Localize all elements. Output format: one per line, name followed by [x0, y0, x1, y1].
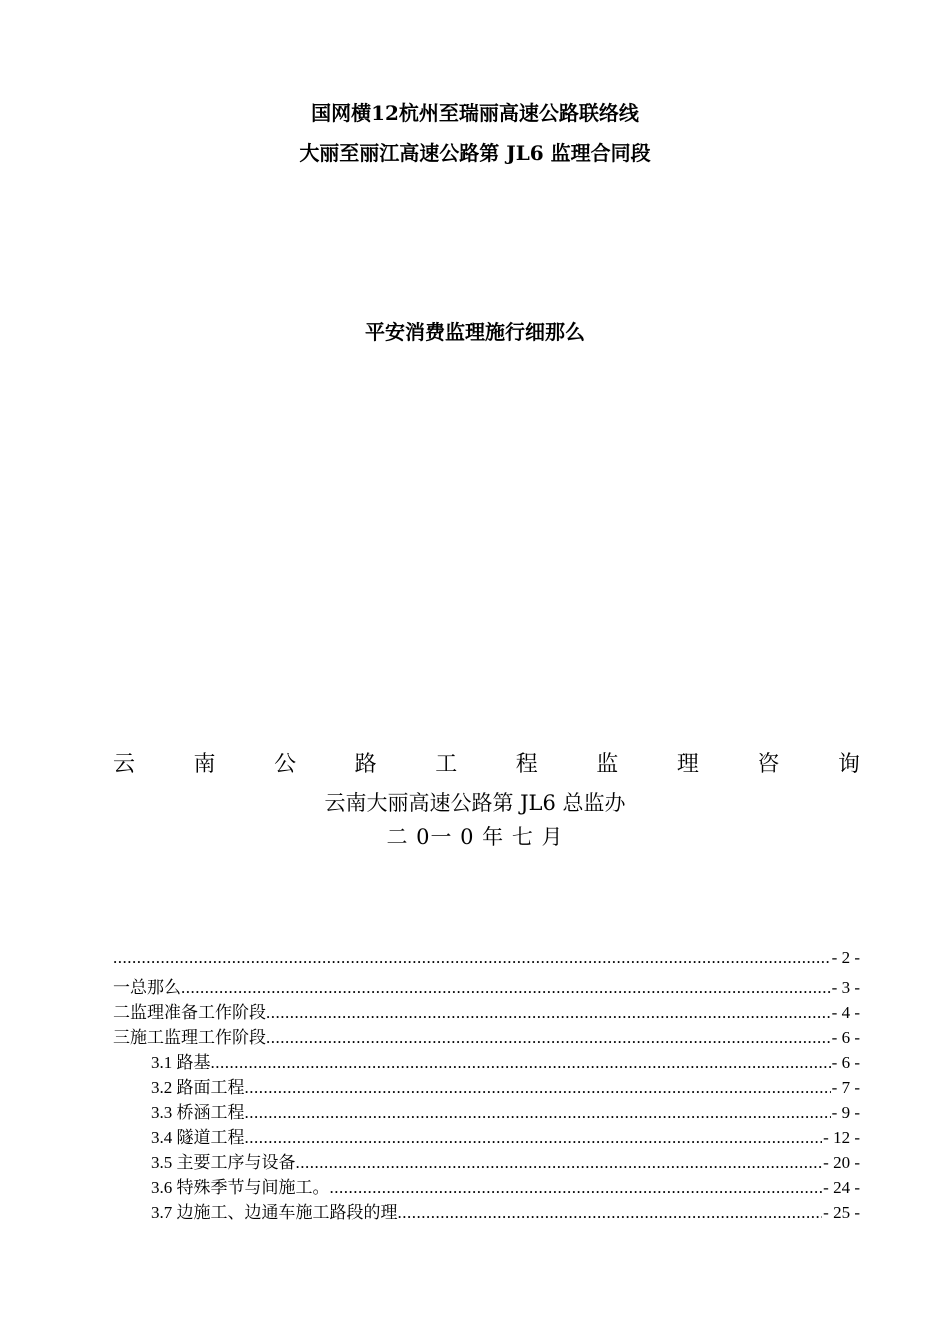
toc-entry[interactable]: [113, 973, 860, 998]
toc-entry-label: 3.2 路面工程: [151, 1078, 245, 1097]
toc-dot-leader: [296, 1153, 823, 1173]
toc-entry-label: 3.3 桥涵工程: [151, 1103, 245, 1122]
project-title-line-1: 国网横12杭州至瑞丽高速公路联络线: [311, 101, 639, 125]
toc-entry-page-number: - 4 -: [831, 1003, 860, 1022]
toc-entry-label: 二监理准备工作阶段: [113, 1003, 266, 1022]
toc-entry-page-number: - 12 -: [823, 1128, 860, 1147]
toc-entry-label: 3.6 特殊季节与间施工。: [151, 1178, 330, 1197]
organization-name-char: 路: [354, 752, 377, 777]
toc-entry-page-number: - 25 -: [823, 1203, 860, 1222]
toc-entry[interactable]: [113, 1148, 860, 1173]
document-title: 平安消费监理施行细那么: [365, 320, 585, 344]
organization-name-char: 程: [515, 752, 538, 777]
supervision-office: 云南大丽高速公路第 JL6 总监办: [324, 791, 626, 815]
toc-entry[interactable]: [113, 1073, 860, 1098]
toc-dot-leader: [113, 948, 831, 968]
toc-entry[interactable]: [113, 998, 860, 1023]
toc-entry-page-number: - 20 -: [823, 1153, 860, 1172]
toc-entry-page-number: - 6 -: [831, 1053, 860, 1072]
organization-name-char: 公: [274, 752, 297, 777]
toc-entry[interactable]: [113, 1048, 860, 1073]
toc-entry-page-number: - 2 -: [831, 948, 860, 967]
organization-name-char: 南: [193, 752, 216, 777]
toc-dot-leader: [181, 978, 831, 998]
toc-entry-page-number: - 3 -: [831, 978, 860, 997]
toc-entry[interactable]: [113, 1098, 860, 1123]
organization-name-char: 监: [596, 752, 619, 777]
toc-entry[interactable]: [113, 948, 860, 973]
toc-entry-label: 3.5 主要工序与设备: [151, 1153, 296, 1172]
toc-entry-label: 一总那么: [113, 978, 181, 997]
toc-dot-leader: [330, 1178, 823, 1198]
organization-name-char: 理: [676, 752, 699, 777]
toc-entry[interactable]: [113, 1173, 860, 1198]
toc-dot-leader: [245, 1078, 831, 1098]
toc-entry-page-number: - 9 -: [831, 1103, 860, 1122]
organization-name-char: 工: [435, 752, 458, 777]
toc-entry[interactable]: [113, 1123, 860, 1148]
organization-name: [113, 747, 860, 778]
toc-dot-leader: [266, 1003, 831, 1023]
toc-dot-leader: [211, 1053, 831, 1073]
document-date: 二 0一 0 年 七 月: [386, 825, 564, 849]
toc-dot-leader: [245, 1103, 831, 1123]
toc-entry-label: 三施工监理工作阶段: [113, 1028, 266, 1047]
toc-dot-leader: [245, 1128, 823, 1148]
toc-entry-label: 3.4 隧道工程: [151, 1128, 245, 1147]
toc-entry-page-number: - 7 -: [831, 1078, 860, 1097]
toc-dot-leader: [266, 1028, 831, 1048]
project-title-line-2: 大丽至丽江高速公路第 JL6 监理合同段: [299, 141, 651, 165]
toc-entry-page-number: - 6 -: [831, 1028, 860, 1047]
toc-dot-leader: [398, 1203, 823, 1223]
toc-entry-page-number: - 24 -: [823, 1178, 860, 1197]
organization-name-char: 询: [837, 752, 860, 777]
toc-entry[interactable]: [113, 1023, 860, 1048]
toc-entry-label: 3.7 边施工、边通车施工路段的理: [151, 1203, 398, 1222]
organization-name-char: 咨: [757, 752, 780, 777]
toc-entry[interactable]: [113, 1198, 860, 1223]
toc-entry-label: 3.1 路基: [151, 1053, 211, 1072]
table-of-contents: [113, 948, 860, 1223]
organization-name-char: 云: [113, 752, 136, 777]
